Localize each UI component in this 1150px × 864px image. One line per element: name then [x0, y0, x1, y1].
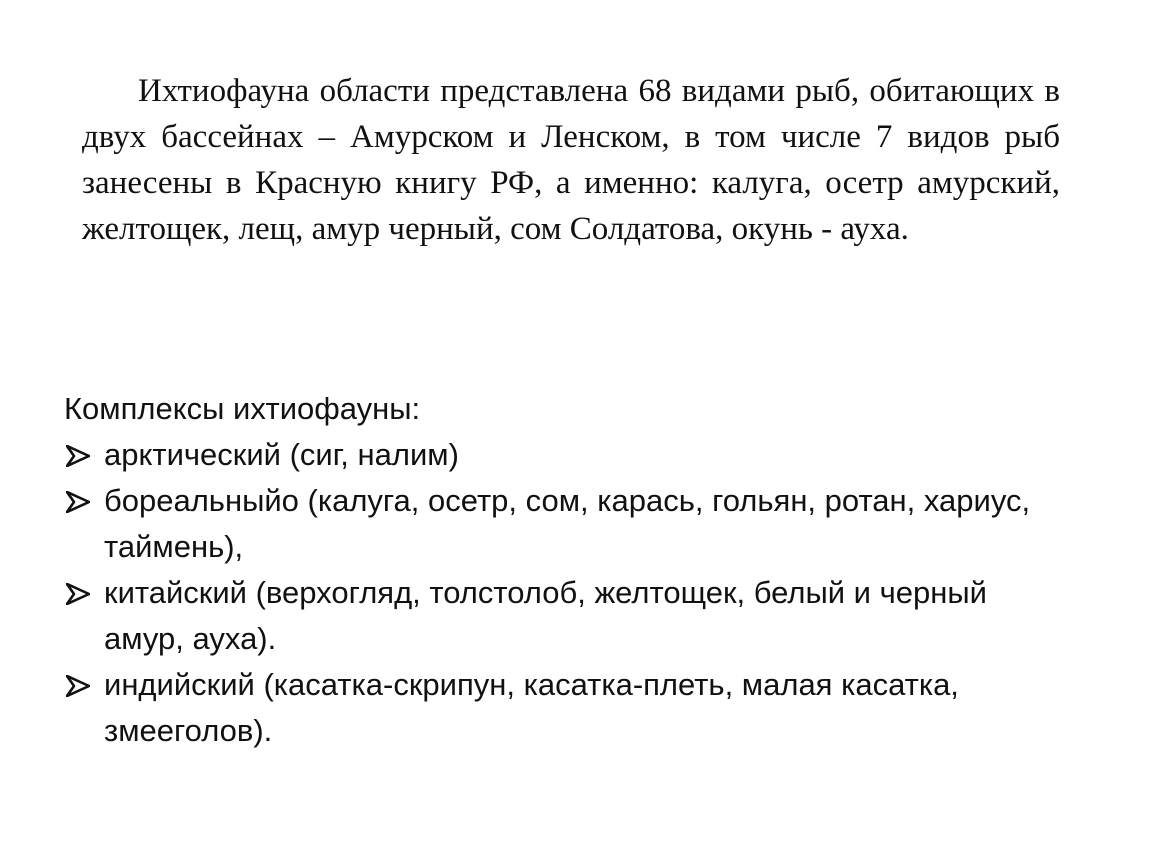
- list-item: [64, 432, 1064, 478]
- complexes-heading: Комплексы ихтиофауны:: [64, 391, 421, 426]
- list-item-text: арктический (сиг, налим): [104, 437, 459, 472]
- arrow-bullet-icon: [64, 662, 94, 708]
- list-item-text: китайский (верхогляд, толстолоб, желтощек, белый и черный амур, ауха).: [104, 575, 987, 656]
- arrow-bullet-icon: [64, 432, 94, 478]
- complexes-section: [64, 386, 1064, 754]
- arrow-bullet-icon: [64, 478, 94, 524]
- list-item: [64, 662, 1064, 754]
- arrow-bullet-icon: [64, 570, 94, 616]
- complexes-list: [64, 432, 1064, 754]
- list-item-text: бореальныйо (калуга, осетр, сом, карась, гольян, ротан, хариус, таймень),: [104, 483, 1031, 564]
- list-item: [64, 570, 1064, 662]
- list-item: [64, 478, 1064, 570]
- intro-paragraph: Ихтиофауна области представлена 68 видами рыб, обитающих в двух бассейнах – Амурском и Ленском, в том числе 7 видов рыб занесены в Красную книгу РФ, а именно: калуга, осетр амурский, желтощек, лещ, амур черный, сом Солдатова, окунь - ауха.: [82, 73, 1060, 247]
- list-item-text: индийский (касатка-скрипун, касатка-плеть, малая касатка, змееголов).: [104, 667, 959, 748]
